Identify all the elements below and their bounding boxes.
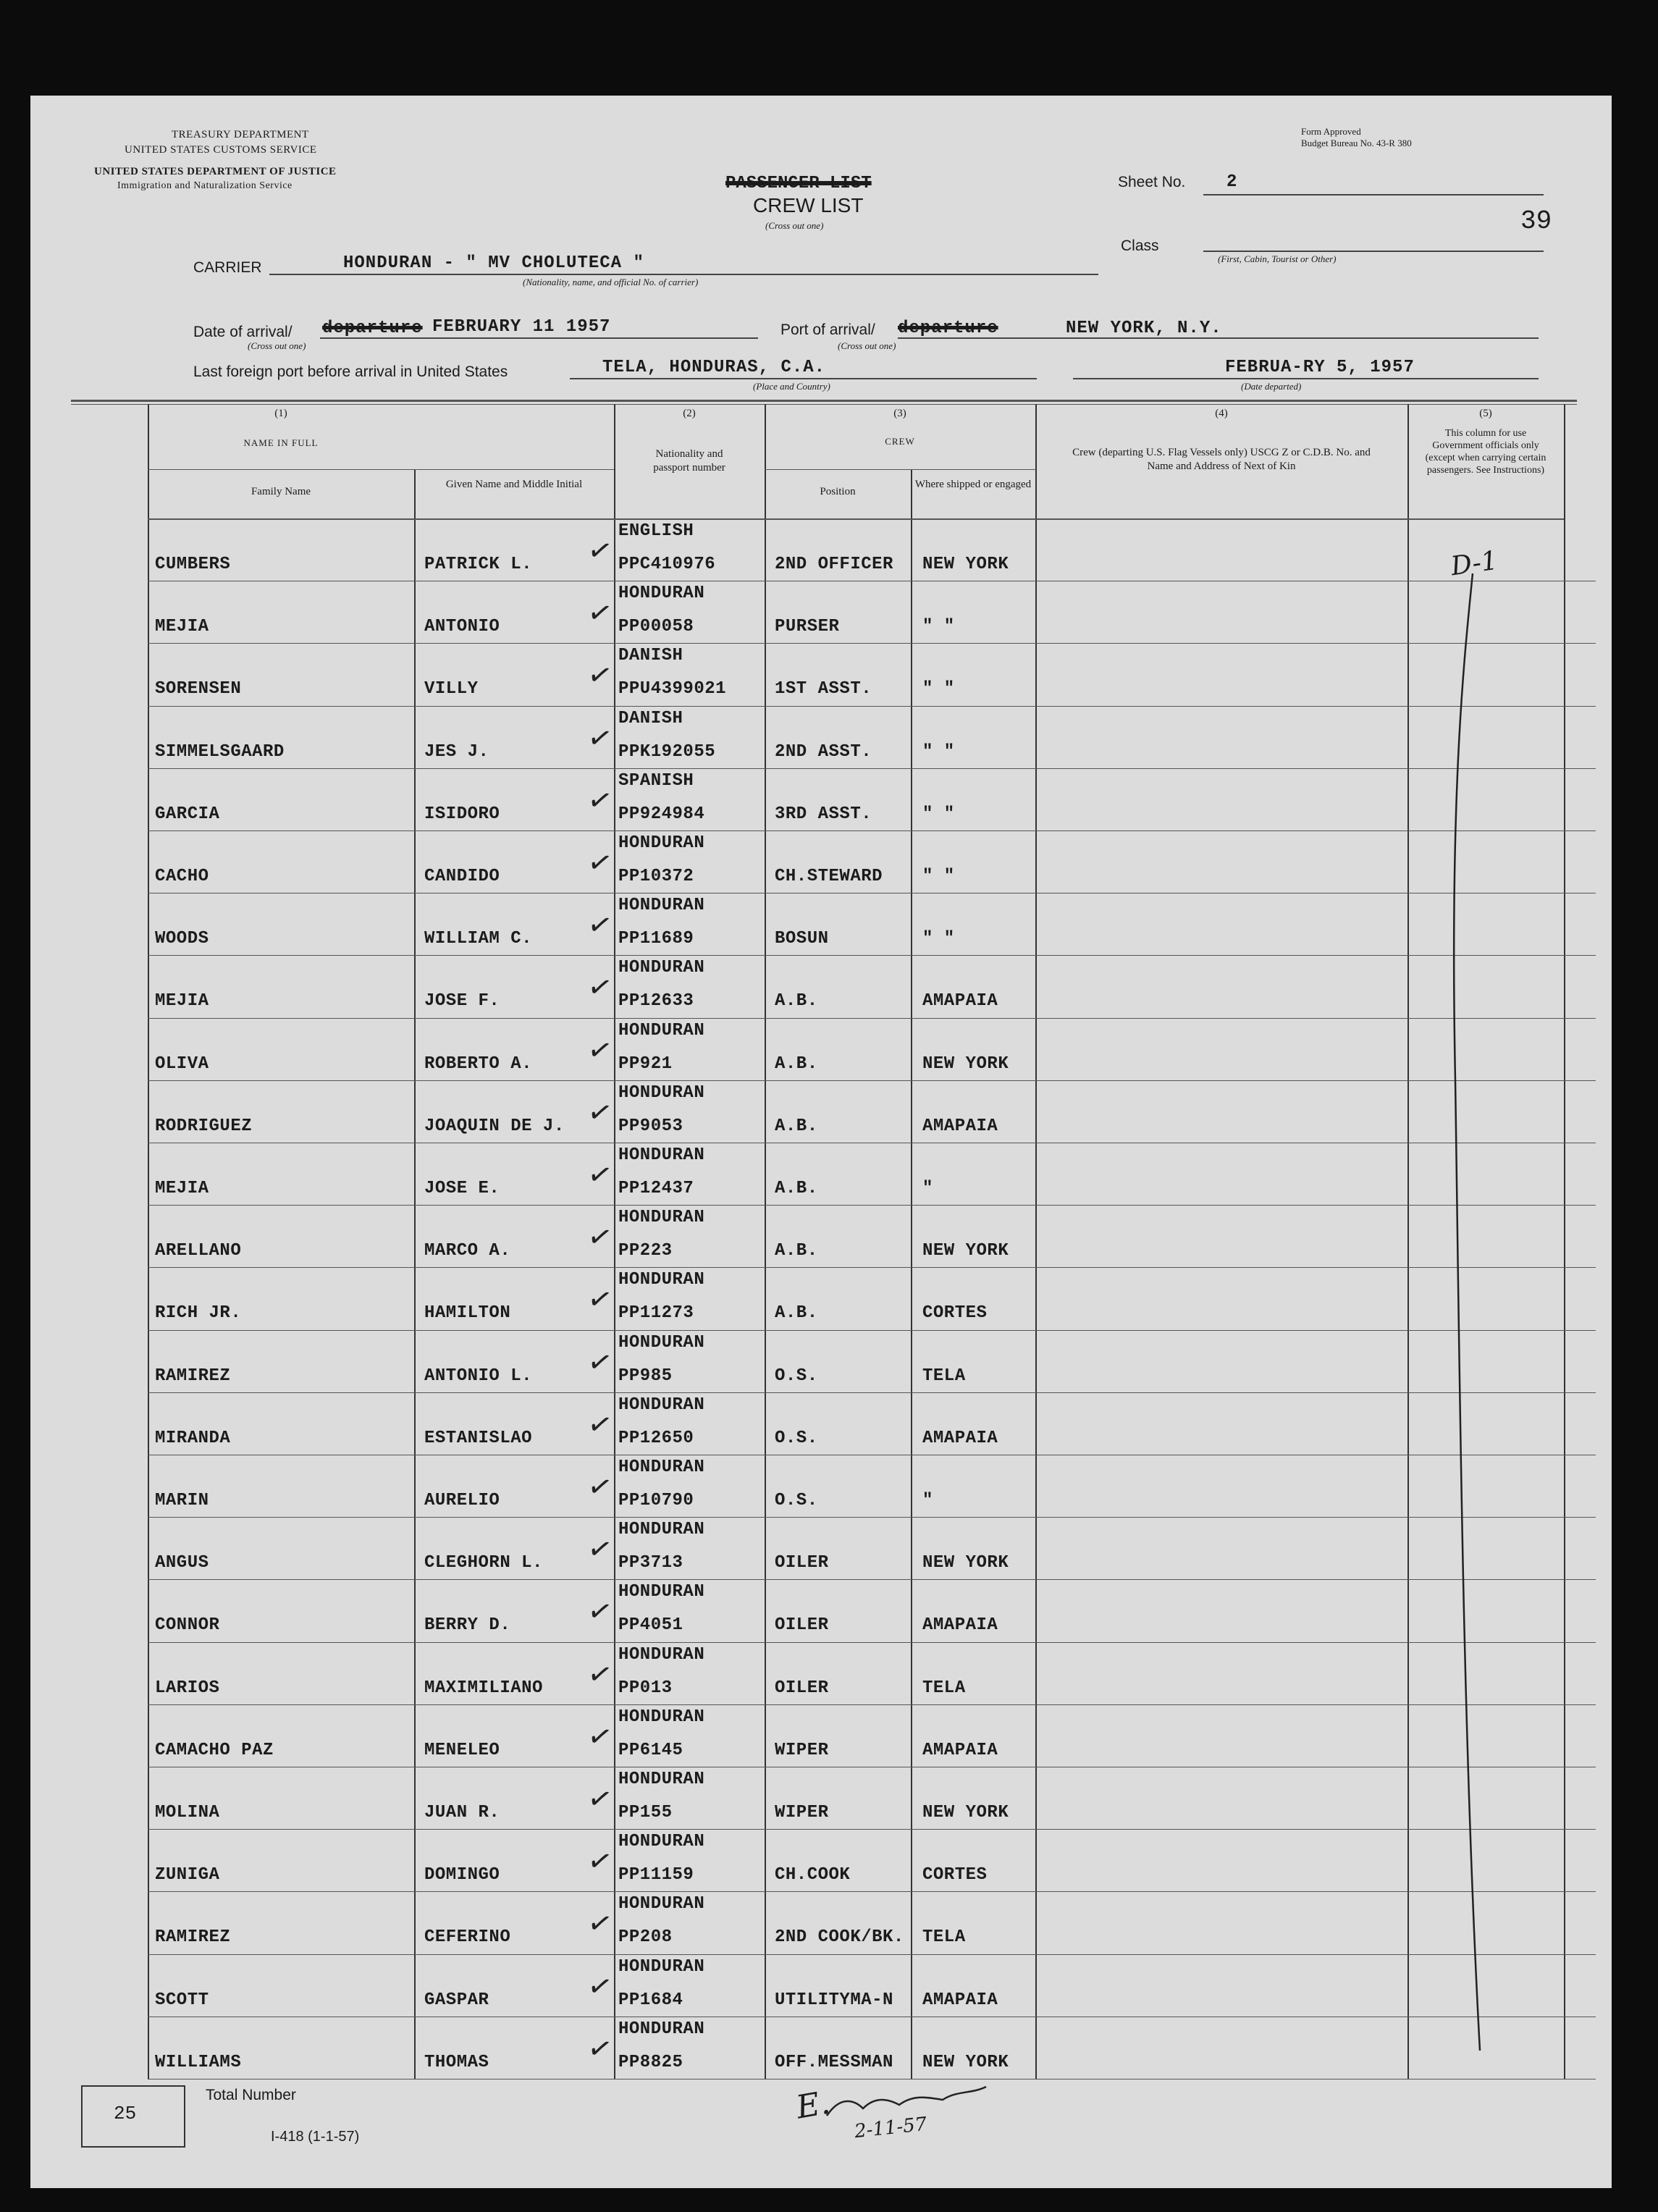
passport-cell: PP4051 (618, 1615, 683, 1636)
nationality-cell: HONDURAN (618, 1145, 705, 1165)
family-name-cell: WOODS (155, 929, 209, 949)
position-cell: O.S. (775, 1428, 818, 1448)
sheet-label: Sheet No. (1118, 174, 1186, 190)
family-name-cell: RAMIREZ (155, 1366, 231, 1386)
struck-title: PASSENGER LIST (725, 174, 872, 193)
where-shipped-header: Where shipped or engaged (914, 479, 1032, 490)
family-name-cell: RICH JR. (155, 1303, 242, 1324)
nationality-cell: HONDURAN (618, 1332, 705, 1353)
row-divider (148, 1954, 1596, 1955)
nationality-cell: HONDURAN (618, 2019, 705, 2039)
carrier-value: HONDURAN - " MV CHOLUTECA " (343, 253, 644, 273)
family-name-cell: CAMACHO PAZ (155, 1740, 274, 1760)
passport-cell: PP223 (618, 1241, 673, 1261)
col4-num: (4) (1215, 408, 1228, 419)
nationality-cell: HONDURAN (618, 1644, 705, 1665)
last-port-label: Last foreign port before arrival in United States (193, 363, 508, 380)
col1-num: (1) (274, 408, 287, 419)
given-name-cell: MARCO A. (424, 1241, 511, 1261)
given-name-cell: JUAN R. (424, 1803, 500, 1822)
page-number: 39 (1520, 206, 1552, 236)
family-name-cell: MEJIA (155, 1179, 209, 1198)
checkmark-icon: ✓ (584, 1593, 615, 1631)
checkmark-icon: ✓ (584, 1967, 615, 2006)
passport-cell: PP1684 (618, 1990, 683, 2010)
port-arrival-label: Port of arrival/ (780, 321, 875, 338)
row-divider (148, 768, 1596, 769)
given-name-cell: JOAQUIN DE J. (424, 1116, 565, 1136)
where-shipped-cell: " " (922, 867, 955, 886)
position-cell: 1ST ASST. (775, 679, 872, 699)
where-shipped-cell: AMAPAIA (922, 1116, 998, 1136)
col4-title: Crew (departing U.S. Flag Vessels only) USCG Z or C.D.B. No. and Name and Address of Next of Kin (1072, 447, 1371, 472)
col2-title: Nationality and passport number (653, 448, 725, 474)
nationality-cell: HONDURAN (618, 1082, 705, 1103)
passport-cell: PP10790 (618, 1491, 694, 1510)
given-name-cell: CEFERINO (424, 1927, 511, 1948)
where-shipped-cell: " " (922, 804, 955, 824)
checkmark-icon: ✓ (584, 1843, 615, 1881)
nationality-cell: ENGLISH (618, 521, 694, 541)
nationality-cell: DANISH (618, 708, 683, 728)
checkmark-icon: ✓ (584, 907, 615, 945)
row-divider (148, 643, 1596, 644)
port-arrival-struck: departure (898, 319, 998, 338)
agency-treasury: TREASURY DEPARTMENT (172, 129, 309, 140)
family-name-cell: RAMIREZ (155, 1927, 231, 1948)
col5-num: (5) (1479, 408, 1492, 419)
checkmark-icon: ✓ (584, 1905, 615, 1943)
position-cell: UTILITYMA-N (775, 1990, 893, 2010)
passport-cell: PP155 (618, 1803, 673, 1822)
passport-cell: PP00058 (618, 617, 694, 637)
carrier-label: CARRIER (193, 259, 262, 276)
passport-cell: PP013 (618, 1678, 673, 1698)
family-name-cell: OLIVA (155, 1054, 209, 1074)
row-divider (148, 955, 1596, 956)
port-arrival-value: NEW YORK, N.Y. (1066, 319, 1222, 338)
nationality-cell: HONDURAN (618, 958, 705, 978)
checkmark-icon: ✓ (584, 781, 615, 820)
nationality-cell: HONDURAN (618, 1458, 705, 1477)
row-divider (148, 1891, 1596, 1892)
given-name-cell: VILLY (424, 679, 479, 699)
checkmark-icon: ✓ (584, 844, 615, 882)
nationality-cell: HONDURAN (618, 833, 705, 853)
checkmark-icon: ✓ (584, 1031, 615, 1069)
family-name-cell: MARIN (155, 1491, 209, 1510)
position-cell: BOSUN (775, 929, 829, 949)
port-arrival-hint: (Cross out one) (838, 340, 896, 351)
given-name-cell: JES J. (424, 741, 489, 762)
passport-cell: PPU4399021 (618, 679, 727, 699)
date-departed-value: FEBRUA-RY 5, 1957 (1225, 358, 1415, 377)
nationality-cell: HONDURAN (618, 1832, 705, 1852)
nationality-cell: HONDURAN (618, 1582, 705, 1602)
family-name-cell: SORENSEN (155, 679, 242, 699)
given-name-cell: HAMILTON (424, 1303, 511, 1324)
date-arrival-value: FEBRUARY 11 1957 (432, 317, 611, 337)
col3-num: (3) (893, 408, 906, 419)
where-shipped-cell: " (922, 1179, 933, 1198)
last-port-value: TELA, HONDURAS, C.A. (602, 358, 826, 377)
total-number-value: 25 (114, 2103, 137, 2124)
class-hint: (First, Cabin, Tourist or Other) (1218, 253, 1337, 264)
where-shipped-cell: AMAPAIA (922, 991, 998, 1012)
checkmark-icon: ✓ (584, 1343, 615, 1382)
checkmark-icon: ✓ (584, 2030, 615, 2068)
passport-cell: PP12650 (618, 1428, 694, 1448)
where-shipped-cell: AMAPAIA (922, 1740, 998, 1760)
family-name-cell: WILLIAMS (155, 2052, 242, 2072)
checkmark-icon: ✓ (584, 719, 615, 757)
signature-date: 2-11-57 (853, 2113, 928, 2143)
where-shipped-cell: " " (922, 929, 955, 949)
family-name-cell: ZUNIGA (155, 1865, 220, 1885)
given-name-cell: AURELIO (424, 1491, 500, 1510)
position-cell: O.S. (775, 1491, 818, 1510)
crew-list-form (30, 96, 1612, 2188)
budget-bureau: Budget Bureau No. 43-R 380 (1301, 138, 1412, 148)
family-name-cell: MOLINA (155, 1803, 220, 1822)
nationality-cell: HONDURAN (618, 1020, 705, 1040)
nationality-cell: HONDURAN (618, 1270, 705, 1290)
nationality-cell: SPANISH (618, 770, 694, 791)
row-divider (148, 1642, 1596, 1643)
position-cell: OILER (775, 1615, 829, 1636)
checkmark-icon: ✓ (584, 594, 615, 633)
passport-cell: PP8825 (618, 2052, 683, 2072)
passport-cell: PP11273 (618, 1303, 694, 1324)
family-name-cell: CONNOR (155, 1615, 220, 1636)
where-shipped-cell: NEW YORK (922, 1241, 1009, 1261)
passport-cell: PPC410976 (618, 555, 716, 574)
column5-mark: D-1 (1449, 545, 1500, 582)
family-name-cell: CUMBERS (155, 555, 231, 574)
checkmark-icon: ✓ (584, 1655, 615, 1694)
passport-cell: PP9053 (618, 1116, 683, 1136)
agency-ins: Immigration and Naturalization Service (117, 180, 293, 191)
date-arrival-hint: (Cross out one) (248, 340, 306, 351)
passport-cell: PP12437 (618, 1179, 694, 1198)
signature-initials: E. (793, 2084, 833, 2127)
family-name-cell: LARIOS (155, 1678, 220, 1698)
passport-cell: PP3713 (618, 1553, 683, 1573)
where-shipped-cell: NEW YORK (922, 2052, 1009, 2072)
given-name-cell: PATRICK L. (424, 555, 533, 574)
row-divider (148, 1080, 1596, 1081)
given-name-cell: ROBERTO A. (424, 1054, 533, 1074)
position-cell: 2ND COOK/BK. (775, 1927, 904, 1948)
position-cell: 2ND ASST. (775, 741, 872, 762)
given-name-cell: BERRY D. (424, 1615, 511, 1636)
given-name-cell: GASPAR (424, 1990, 489, 2010)
where-shipped-cell: NEW YORK (922, 555, 1009, 574)
agency-justice: UNITED STATES DEPARTMENT OF JUSTICE (94, 166, 337, 177)
checkmark-icon: ✓ (584, 1405, 615, 1444)
where-shipped-cell: " (922, 1491, 933, 1510)
agency-customs: UNITED STATES CUSTOMS SERVICE (125, 144, 317, 156)
form-number: I-418 (1-1-57) (271, 2129, 360, 2145)
given-name-cell: CANDIDO (424, 867, 500, 886)
position-cell: A.B. (775, 1241, 818, 1261)
row-divider (148, 1579, 1596, 1580)
family-name-cell: CACHO (155, 867, 209, 886)
given-name-cell: ISIDORO (424, 804, 500, 824)
position-cell: 3RD ASST. (775, 804, 872, 824)
form-approved: Form Approved (1301, 126, 1361, 137)
where-shipped-cell: AMAPAIA (922, 1428, 998, 1448)
row-divider (148, 830, 1596, 831)
row-divider (148, 1829, 1596, 1830)
given-name-cell: DOMINGO (424, 1865, 500, 1885)
position-cell: A.B. (775, 1116, 818, 1136)
given-name-cell: ANTONIO L. (424, 1366, 533, 1386)
nationality-cell: DANISH (618, 646, 683, 666)
checkmark-icon: ✓ (584, 1219, 615, 1257)
position-cell: OILER (775, 1678, 829, 1698)
position-cell: A.B. (775, 991, 818, 1012)
date-arrival-struck: departure (322, 319, 423, 338)
given-name-cell: MAXIMILIANO (424, 1678, 543, 1698)
checkmark-icon: ✓ (584, 1780, 615, 1818)
where-shipped-cell: TELA (922, 1927, 966, 1948)
position-cell: CH.COOK (775, 1865, 851, 1885)
passport-cell: PP985 (618, 1366, 673, 1386)
nationality-cell: HONDURAN (618, 1520, 705, 1540)
family-name-cell: MIRANDA (155, 1428, 231, 1448)
position-cell: CH.STEWARD (775, 867, 883, 886)
nationality-cell: HONDURAN (618, 1707, 705, 1727)
passport-cell: PPK192055 (618, 741, 716, 762)
row-divider (148, 1704, 1596, 1705)
position-cell: A.B. (775, 1179, 818, 1198)
checkmark-icon: ✓ (584, 1281, 615, 1319)
col3-title: CREW (885, 436, 915, 447)
where-shipped-cell: " " (922, 617, 955, 637)
family-name-header: Family Name (251, 486, 311, 497)
last-port-hint: (Place and Country) (753, 381, 830, 392)
position-cell: A.B. (775, 1054, 818, 1074)
date-arrival-label: Date of arrival/ (193, 324, 293, 340)
passport-cell: PP11689 (618, 929, 694, 949)
checkmark-icon: ✓ (584, 657, 615, 695)
passport-cell: PP924984 (618, 804, 705, 824)
where-shipped-cell: AMAPAIA (922, 1990, 998, 2010)
where-shipped-cell: AMAPAIA (922, 1615, 998, 1636)
nationality-cell: HONDURAN (618, 1956, 705, 1977)
where-shipped-cell: CORTES (922, 1865, 988, 1885)
given-name-header: Given Name and Middle Initial (445, 479, 583, 490)
passport-cell: PP11159 (618, 1865, 694, 1885)
given-name-cell: JOSE E. (424, 1179, 500, 1198)
date-departed-hint: (Date departed) (1241, 381, 1302, 392)
family-name-cell: MEJIA (155, 991, 209, 1012)
where-shipped-cell: NEW YORK (922, 1054, 1009, 1074)
row-divider (148, 1267, 1596, 1268)
col1-title: NAME IN FULL (243, 437, 319, 448)
checkmark-icon: ✓ (584, 532, 615, 570)
where-shipped-cell: " " (922, 679, 955, 699)
class-label: Class (1121, 237, 1159, 254)
nationality-cell: HONDURAN (618, 1770, 705, 1789)
given-name-cell: CLEGHORN L. (424, 1553, 543, 1573)
given-name-cell: ANTONIO (424, 617, 500, 637)
given-name-cell: JOSE F. (424, 991, 500, 1012)
position-cell: WIPER (775, 1803, 829, 1822)
family-name-cell: MEJIA (155, 617, 209, 637)
checkmark-icon: ✓ (584, 1531, 615, 1569)
checkmark-icon: ✓ (584, 1093, 615, 1132)
row-divider (148, 1330, 1596, 1331)
where-shipped-cell: " " (922, 741, 955, 762)
checkmark-icon: ✓ (584, 969, 615, 1007)
col5-title: This column for use Government officials only (except when carrying certain passengers. See Instructions) (1425, 428, 1547, 476)
position-cell: A.B. (775, 1303, 818, 1324)
col2-num: (2) (683, 408, 696, 419)
carrier-hint: (Nationality, name, and official No. of carrier) (523, 277, 699, 287)
row-divider (148, 1018, 1596, 1019)
where-shipped-cell: CORTES (922, 1303, 988, 1324)
family-name-cell: ARELLANO (155, 1241, 242, 1261)
family-name-cell: GARCIA (155, 804, 220, 824)
nationality-cell: HONDURAN (618, 1208, 705, 1228)
nationality-cell: HONDURAN (618, 1894, 705, 1914)
nationality-cell: HONDURAN (618, 896, 705, 916)
given-name-cell: WILLIAM C. (424, 929, 533, 949)
where-shipped-cell: NEW YORK (922, 1803, 1009, 1822)
position-cell: O.S. (775, 1366, 818, 1386)
checkmark-icon: ✓ (584, 1156, 615, 1194)
position-cell: OFF.MESSMAN (775, 2052, 893, 2072)
column5-bracket-line (1442, 573, 1500, 2094)
passport-cell: PP208 (618, 1927, 673, 1948)
sheet-number: 2 (1226, 172, 1238, 192)
where-shipped-cell: TELA (922, 1678, 966, 1698)
checkmark-icon: ✓ (584, 1468, 615, 1506)
family-name-cell: RODRIGUEZ (155, 1116, 253, 1136)
title-hint: (Cross out one) (765, 220, 824, 231)
position-cell: PURSER (775, 617, 840, 637)
checkmark-icon: ✓ (584, 1717, 615, 1756)
where-shipped-cell: TELA (922, 1366, 966, 1386)
signature-scribble (812, 2072, 1001, 2152)
row-divider (148, 1205, 1596, 1206)
passport-cell: PP921 (618, 1054, 673, 1074)
given-name-cell: MENELEO (424, 1740, 500, 1760)
position-cell: OILER (775, 1553, 829, 1573)
where-shipped-cell: NEW YORK (922, 1553, 1009, 1573)
passport-cell: PP10372 (618, 867, 694, 886)
passport-cell: PP12633 (618, 991, 694, 1012)
nationality-cell: HONDURAN (618, 1395, 705, 1415)
family-name-cell: ANGUS (155, 1553, 209, 1573)
family-name-cell: SCOTT (155, 1990, 209, 2010)
nationality-cell: HONDURAN (618, 584, 705, 604)
row-divider (148, 1392, 1596, 1393)
passport-cell: PP6145 (618, 1740, 683, 1760)
position-cell: WIPER (775, 1740, 829, 1760)
position-header: Position (820, 486, 856, 497)
row-divider (148, 706, 1596, 707)
total-number-label: Total Number (206, 2087, 296, 2103)
position-cell: 2ND OFFICER (775, 555, 893, 574)
given-name-cell: THOMAS (424, 2052, 489, 2072)
family-name-cell: SIMMELSGAARD (155, 741, 285, 762)
given-name-cell: ESTANISLAO (424, 1428, 533, 1448)
row-divider (148, 1517, 1596, 1518)
form-title: CREW LIST (753, 194, 864, 216)
